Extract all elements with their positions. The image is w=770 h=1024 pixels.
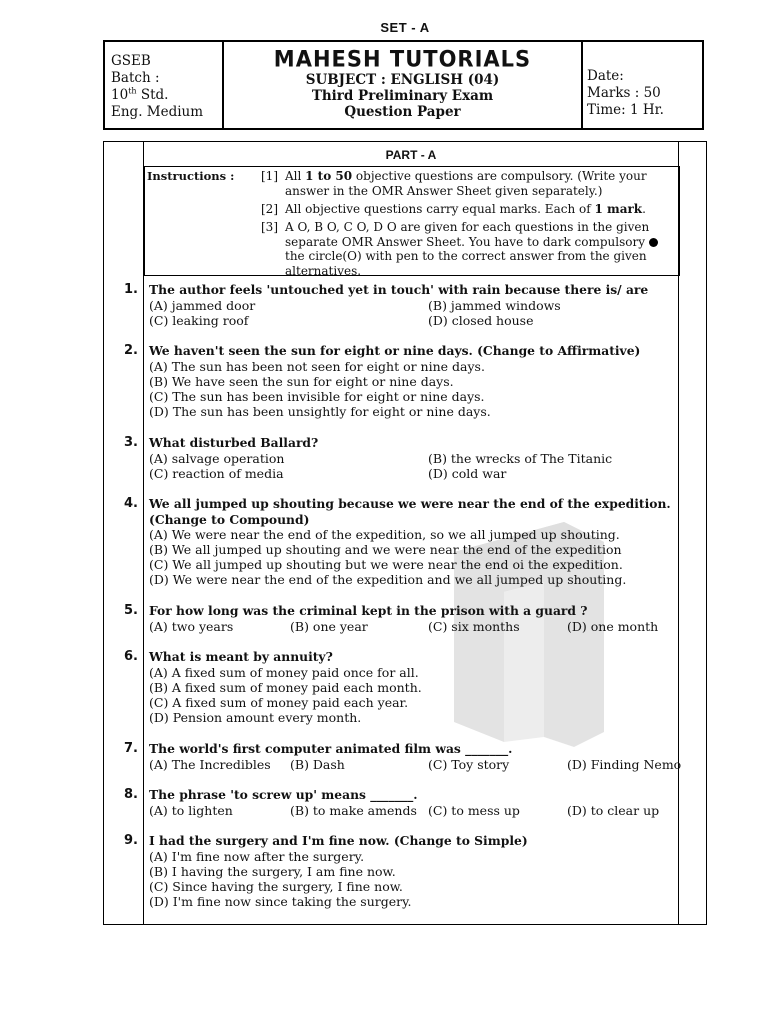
instructions-box [144,166,680,276]
question-text: We all jumped up shouting because we were near the end of the expedition. [149,496,671,511]
instruction-item: [1] All 1 to 50 objective questions are compulsory. (Write your answer in the OMR Answer Sheet given separately.) [261,169,647,198]
option: (C) reaction of media [149,466,284,481]
option: (B) jammed windows [428,298,561,313]
option: (A) The sun has been not seen for eight or nine days. [149,359,485,374]
header-box [103,40,704,130]
option: (C) We all jumped up shouting but we were near the end oi the expedition. [149,557,623,572]
instructions-heading: Instructions : [147,169,235,183]
set-label: SET - A [380,20,430,35]
option: (D) We were near the end of the expedition and we all jumped up shouting. [149,572,627,587]
option: (A) The Incredibles [149,757,271,772]
question-text: The phrase 'to screw up' means _______. [149,787,418,802]
brand-title: MAHESH TUTORIALS [273,46,532,72]
question-text: We haven't seen the sun for eight or nine days. (Change to Affirmative) [149,343,641,358]
header-right [583,42,702,128]
paper-type-label: Question Paper [344,104,461,120]
option: (C) A fixed sum of money paid each year. [149,695,409,710]
subject-label: SUBJECT : ENGLISH (04) [305,72,500,88]
exam-label: Third Preliminary Exam [311,88,494,104]
option: (A) A fixed sum of money paid once for all. [149,665,419,680]
option: (A) salvage operation [149,451,285,466]
option: (B) I having the surgery, I am fine now. [149,864,396,879]
option: (C) to mess up [428,803,520,818]
option: (B) the wrecks of The Titanic [428,451,613,466]
question-instruction: (Change to Compound) [149,512,310,527]
medium-label: Eng. Medium [111,104,204,120]
option: (C) The sun has been invisible for eight or nine days. [149,389,485,404]
option: (D) I'm fine now since taking the surgery. [149,894,412,909]
option: (B) Dash [290,757,345,772]
option: (D) The sun has been unsightly for eight or nine days. [149,404,491,419]
marks-label: Marks : 50 [587,85,661,101]
part-title: PART - A [385,148,437,162]
question-text: For how long was the criminal kept in the prison with a guard ? [149,603,588,618]
board-label: GSEB [111,53,151,69]
question-text: What disturbed Ballard? [149,435,319,450]
header-left [105,42,224,128]
option: (A) We were near the end of the expedition, so we all jumped up shouting. [149,527,620,542]
header-center [224,42,583,128]
instruction-item: [3] A O, B O, C O, D O are given for each questions in the given separate OMR Answer Sheet. You have to dark compulsory the circle(O) with pen to the correct answer from the given alternatives. [261,220,673,278]
option: (B) one year [290,619,368,634]
option: (B) We all jumped up shouting and we were near the end of the expedition [149,542,622,557]
option: (B) A fixed sum of money paid each month. [149,680,422,695]
question-text: What is meant by annuity? [149,649,333,664]
option: (A) I'm fine now after the surgery. [149,849,365,864]
option: (D) cold war [428,466,507,481]
filled-circle-icon [649,238,658,247]
question-text: The world's first computer animated film was _______. [149,741,513,756]
date-label: Date: [587,68,624,84]
option: (D) one month [567,619,659,634]
question-paper: PART - A Instructions : [1] All 1 to 50 objective questions are compulsory. (Write your answer in the OMR Answer Sheet given separately.) [2] All objective questions carry equal marks. Each of 1 mark. [3] A O, B O, C O, D O are given for each questions in the given separate OMR Answer Sheet. You have to dark compulsory the circle(O) with pen to the correct answer from the given alternatives. 1. The author feels 'untouched yet in touch' with rain because there is/ are (A) jammed door (B) jammed windows (C) leaking roof (D) closed house 2. We haven't seen the sun for eight or nine days. (Change to Affirmative) (A) The sun has been not seen for eight or nine days. (B) We have seen the sun for eight or nine days. (C) The sun has been invisible for eight or nine days. (D) The sun has been unsightly for eight or nine days. 3. What disturbed Ballard? (A) salvage operation (B) the wrecks of The Titanic (C) reaction of media (D) cold war 4. We all jumped up shouting because we were near the end of the expedition. (Change to Compound) (A) We were near the end of the expedition, so we all jumped up shouting. (B) We all jumped up shouting and we were near the end of the expedition (C) We all jumped up shouting but we were near the end oi the expedition. (D) We were near the end of the expedition and we all jumped up shouting. 5. For how long was the criminal kept in the prison with a guard ? (A) two years (B) one year (C) six months (D) one month 6. What is meant by annuity? (A) A fixed sum of money paid once for all. (B) A fixed sum of money paid each month. (C) A fixed sum of money paid each year. (D) Pension amount every month. 7. The world's first computer animated film was _______. (A) The Incredibles (B) Dash (C) Toy story (D) Finding Nemo 8. The phrase 'to screw up' means _______. (A) to lighten (B) to make amends (C) to mess up (D) to clear up 9. I had the surgery and I'm fine now. (Change to Simple) (A) I'm fine now after the surgery. (B) I having the surgery, I am fine now. (C) Since having the surgery, I fine now. (D) I'm fine now since taking the surgery. [103,141,707,925]
option: (D) Finding Nemo [567,757,682,772]
question-text: I had the surgery and I'm fine now. (Change to Simple) [149,833,528,848]
option: (A) jammed door [149,298,256,313]
std-label: 10th Std. [111,86,169,103]
question-text: The author feels 'untouched yet in touch' with rain because there is/ are [149,282,649,297]
option: (A) two years [149,619,234,634]
batch-label: Batch : [111,70,160,86]
option: (C) Toy story [428,757,510,772]
option: (C) Since having the surgery, I fine now. [149,879,403,894]
option: (A) to lighten [149,803,233,818]
option: (D) Pension amount every month. [149,710,362,725]
option: (B) to make amends [290,803,417,818]
option: (C) six months [428,619,520,634]
option: (B) We have seen the sun for eight or nine days. [149,374,454,389]
time-label: Time: 1 Hr. [587,102,664,118]
option: (C) leaking roof [149,313,249,328]
option: (D) closed house [428,313,534,328]
option: (D) to clear up [567,803,660,818]
instruction-item: [2] All objective questions carry equal marks. Each of 1 mark. [261,202,646,216]
